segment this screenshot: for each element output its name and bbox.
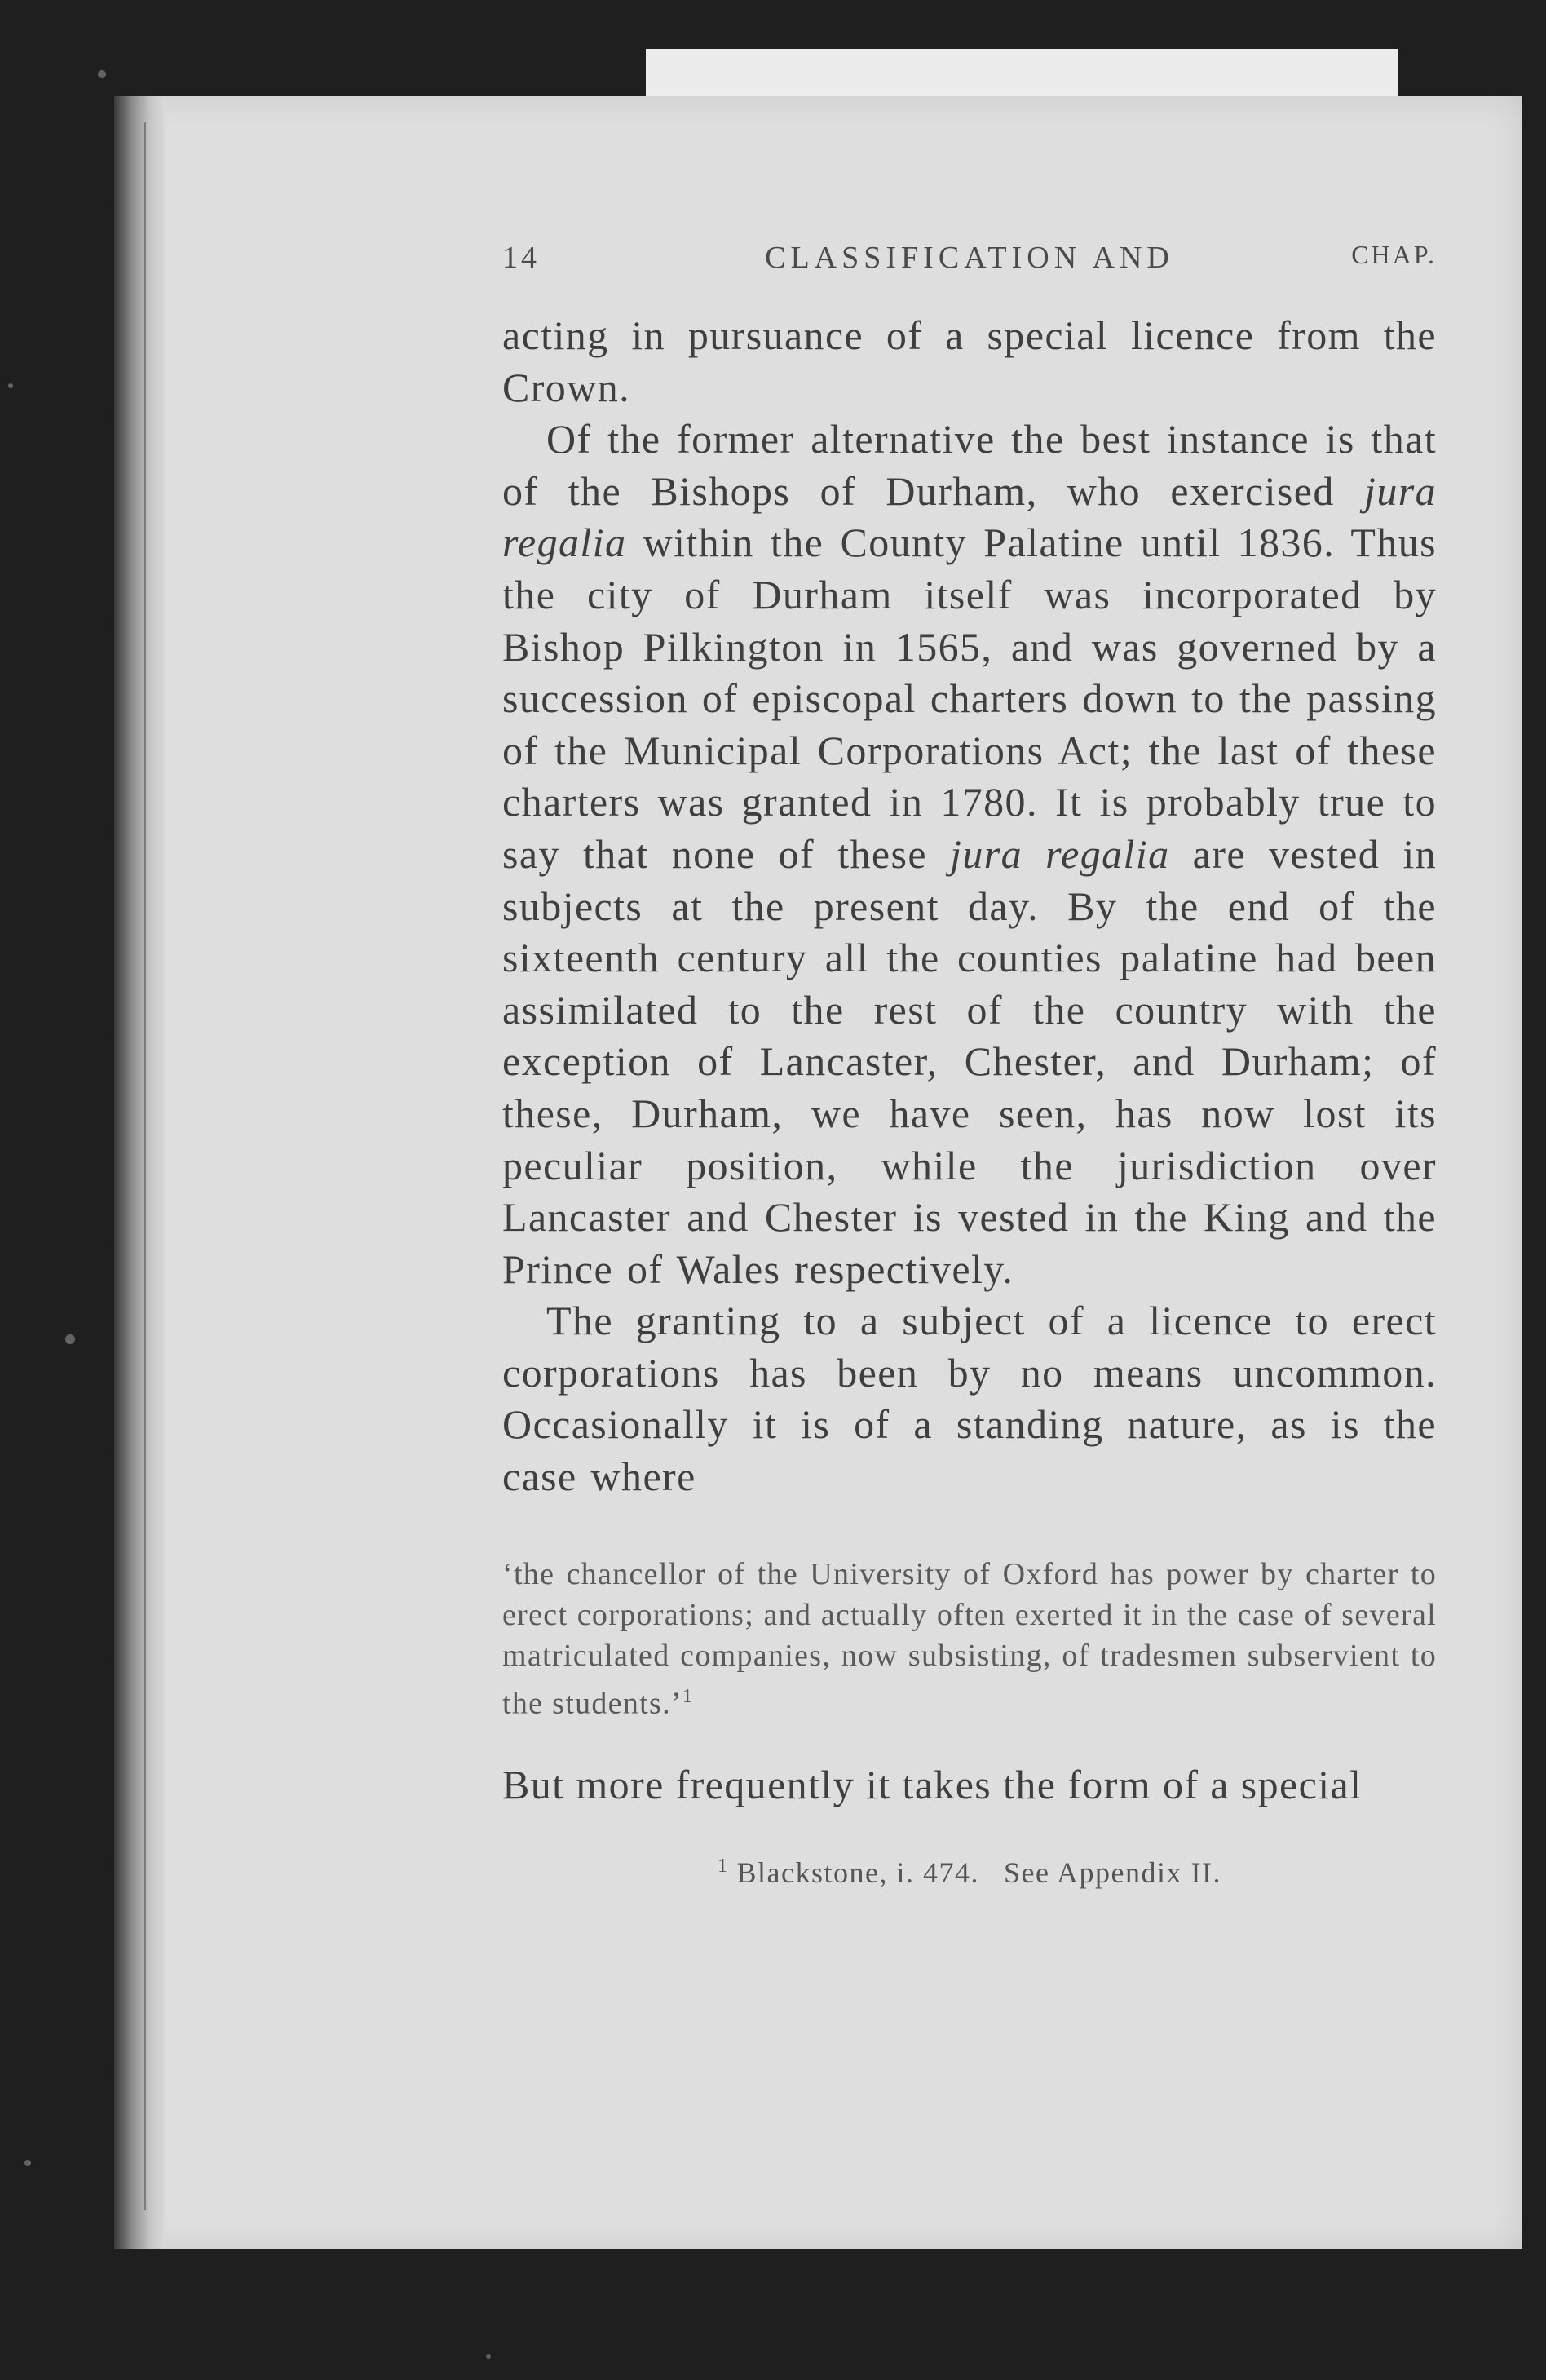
footnote-citation: Blackstone, i. 474. — [736, 1856, 979, 1889]
footnote-mark: 1 — [718, 1855, 729, 1877]
footnote — [502, 1856, 1437, 1890]
paragraph-1: acting in pursuance of a special licence from the Crown. — [502, 312, 1437, 410]
paragraph-2-text: are vested in subjects at the present day. By the end of the sixteenth century all the counties palatine had been assimilated to the rest of the country with the exception of Lancaster, Chester, and Durham; of these, Durham, we have seen, has now lost its peculiar position, while the jurisdiction over Lancaster and Chester is vested in the King and the Prince of Wales respectively. — [502, 830, 1438, 1292]
paragraph-4: But more frequently it takes the form of a special — [502, 1762, 1363, 1808]
scan-speck — [98, 70, 106, 78]
scan-speck — [486, 2354, 491, 2359]
paragraph-2-text: within the County Palatine until 1836. Thus the city of Durham itself was incorporated by Bishop Pilkington in 1565, and was governed by a succession of episcopal charters down to the passing of the Municipal Corporations Act; the last of these charters was granted in 1780. It is probably true to say that none of these — [502, 520, 1437, 877]
paragraph-2-text: Of the former alternative the best instance is that of the Bishops of Durham, who exercised — [502, 416, 1437, 514]
scan-speck — [65, 1334, 75, 1344]
page-number: 14 — [502, 241, 540, 275]
paragraph-3: The granting to a subject of a licence to erect corporations has been by no means uncommon. Occasionally it is of a standing nature, as is the case where — [502, 1298, 1437, 1500]
quote-footnote-ref: 1 — [682, 1685, 694, 1707]
body-text — [502, 310, 1437, 1503]
block-quote — [502, 1554, 1437, 1724]
page-text-block — [502, 240, 1437, 1890]
page-spine — [114, 96, 165, 2249]
paragraph-2-italic: jura regalia — [502, 467, 1437, 566]
spine-edge — [144, 122, 146, 2210]
running-head-chapter: CHAP. — [1351, 240, 1437, 269]
running-head-title: CLASSIFICATION AND — [765, 241, 1174, 275]
footnote-see-also: See Appendix II. — [1004, 1856, 1221, 1889]
running-head — [502, 240, 1437, 289]
scan-speck — [24, 2160, 31, 2166]
quote-text: ‘the chancellor of the University of Oxford has power by charter to erect corporations; and actually often exerted it in the case of several matriculated companies, now subsisting, of tradesmen subservient to the students.’ — [502, 1556, 1437, 1721]
scan-speck — [8, 383, 13, 388]
paragraph-2 — [502, 414, 1437, 1295]
paragraph-2-italic: jura regalia — [950, 830, 1170, 877]
